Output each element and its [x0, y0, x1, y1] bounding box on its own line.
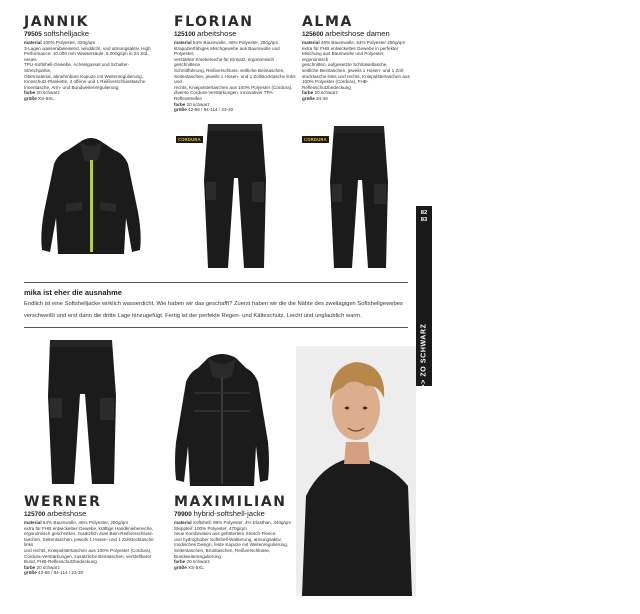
product-name: FLORIAN [174, 14, 254, 30]
werner-trousers-image [42, 336, 122, 488]
jannik-jacket-image [36, 134, 146, 260]
section-heading: mika ist eher die ausnahme [24, 288, 122, 297]
maximilian-jacket-image [172, 352, 272, 490]
product-description: material 46% Baumwolle, 54% Polyester 250g/qm extra für FHB entwickeltes Gewebe in perfekter Mischung aus Baumwolle und Polyester, ergonomisch geschnitten, aufgesetzte Schlüsseltasche, seitliche Beintaschen, jeweils 1 Hosen- und 1 Zoll- stocktasche links und rechts, Kniepolstertaschen aus 100% Polyester (Cordura), FHB-Reflexschutzbedeckung farbe 20 schwarz größe 34-46 [302, 40, 410, 101]
product-description: material 54% Baumwolle, 46% Polyester, 250g/qm strapazierfähiges Mischgewebe aus Baumwolle und Polyester, verstärkte Kniebereiche für Einsatz, ergonomisch geschnittene Schnittführung, Reißverschluss, seitliche Beintaschen, Seitentaschen, jeweils 1 Hosen- und 1 Zollstocktasche links und rechts, Kniepolstertaschen aus 100% Polyester (Cordura), diverse Cordura-Verstärkungen, innovativer TPA-Reflexstreifen farbe 20 schwarz größe 42-66 / 94-114 / 23-30 [174, 40, 296, 113]
cordura-badge: CORDURA [304, 137, 327, 142]
cordura-badge: CORDURA [178, 137, 201, 142]
product-type: hybrid-softshell-jacke [193, 509, 265, 518]
product-code: 79900 [174, 511, 192, 518]
model-photo [296, 346, 416, 596]
product-florian [174, 14, 298, 113]
product-name: ALMA [302, 14, 353, 30]
product-code: 79505 [24, 31, 42, 38]
product-description: material 54% Baumwolle, 46% Polyester, 250g/qm extra für FHB entwickeltes Gewebe, kräftige Handkniebereiche, ergonomisch geschnitten, zusätzlich zwei Bein-Reißverschluss- taschen, Seitentaschen, jeweils 1 Hosen- und 1 Zollstocktasche links und rechts, Kniepolstertaschen aus 100% Polyester (Cordura), Cordura-Verstärkungen, zusätzliche Beintaschen, verstellbarer Bund, FHB-Reflexschutzbedeckung farbe 20 schwarz größe 42-66 / 84-114 / 23-30 [24, 520, 154, 576]
product-name: MAXIMILIAN [174, 494, 287, 510]
product-name: JANNIK [24, 14, 90, 30]
page-number: 83 [420, 217, 428, 223]
product-name: WERNER [24, 494, 102, 510]
product-jannik [24, 14, 156, 102]
florian-trousers-image [200, 120, 270, 272]
product-maximilian [174, 494, 294, 570]
product-code: 125700 [24, 511, 46, 518]
product-code: 125600 [302, 31, 324, 38]
product-type: arbeitshose [197, 29, 237, 38]
product-description: material Softshell: 96% Polyester, 4% Elasthan, 340g/qm Steppteil: 100% Polyester, 470g/qm neue Kombination aus gefüttertem Stretch-Fleece und hydrophober Softshell-Wattierung, atmungsaktiv, modisches Design, feste Kapuze mit Weitenregulierung, Seitentaschen, Brusttaschen, Reißverschlüsse, Bundweitenregulierung farbe 20 schwarz größe XS-5XL [174, 520, 292, 570]
product-code: 125100 [174, 31, 196, 38]
product-type: arbeitshose [47, 509, 87, 518]
page-side-tab [416, 206, 432, 389]
page-number: 82 [420, 210, 428, 216]
product-alma [302, 14, 412, 102]
product-werner [24, 494, 158, 576]
product-description: material 100% Polyester, 320g/qm 3-Lagen wasserabweisend, winddicht, und atmungsaktiv. High Performance: 10.000 mm Wassersäule, 5.000g/qm in 24 Std., neues TPU-Softshell-Gewebe, Achselgusset und Schulter-Stretchpartie, Obermaterial, abnehmbare Kapuze mit Weitenregulierung, Kinnschutz-Plankette, 4 offene und 1 Reißverschlusstasche Innentasche, Arm- und Bundweitenregulierung farbe 20 schwarz größe XS-5XL [24, 40, 151, 101]
section-text: Endlich ist eine Softshelljacke wirklich wasserdicht. Wie haben wir das geschafft? Zuerst haben wir die die Nähte des zweilagigen Softshellgewebes verschweißt und erst dann die dritte Lage hinzugefügt. Fertig ist der perfekte Regen- und Kälteschutz. Leicht und unglaublich warm. [24, 301, 403, 319]
product-type: softshelljacke [43, 29, 90, 38]
product-type: arbeitshose damen [325, 29, 390, 38]
divider [24, 282, 408, 283]
divider [24, 327, 408, 328]
alma-trousers-image [326, 122, 392, 272]
section-tab-label: >> ZO SCHWARZ [420, 323, 428, 389]
